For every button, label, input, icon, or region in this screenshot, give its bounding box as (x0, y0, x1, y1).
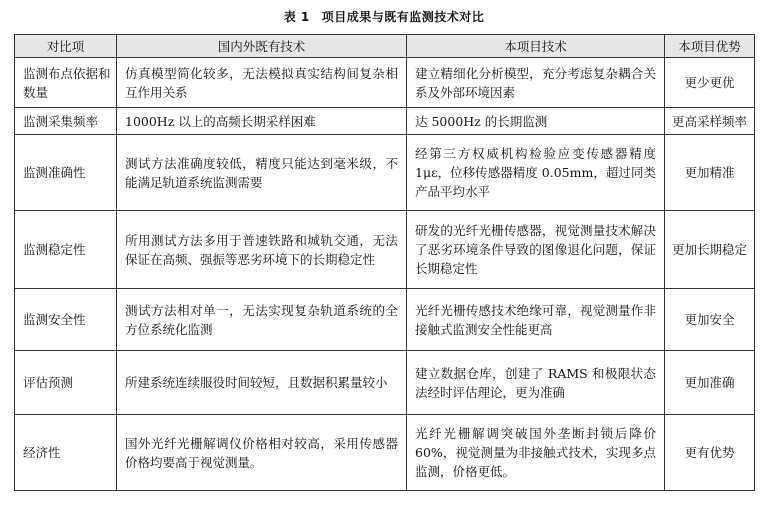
table-title: 项目成果与既有监测技术对比 (321, 10, 485, 24)
cell-domestic: 测试方法准确度较低，精度只能达到毫米级，不能满足轨道系统监测需要 (117, 135, 407, 211)
comparison-table (14, 34, 755, 491)
cell-project: 经第三方权威机构检验应变传感器精度 1με，位移传感器精度 0.05mm，超过同类产品平均水平 (407, 135, 665, 211)
cell-item: 监测采集频率 (15, 108, 117, 135)
cell-project: 光纤光栅解调突破国外垄断封锁后降价 60%，视觉测量为非接触式技术，实现多点监测，价格更低。 (407, 415, 665, 491)
cell-domestic: 1000Hz 以上的高频长期采样困难 (117, 108, 407, 135)
cell-project: 建立精细化分析模型，充分考虑复杂耦合关系及外部环境因素 (407, 58, 665, 108)
cell-item: 监测准确性 (15, 135, 117, 211)
cell-item: 监测稳定性 (15, 211, 117, 289)
cell-advantage: 更加精准 (665, 135, 755, 211)
table-row (15, 351, 755, 415)
cell-advantage: 更高采样频率 (665, 108, 755, 135)
table-number: 表 1 (283, 10, 310, 24)
table-row (15, 135, 755, 211)
cell-domestic: 仿真模型简化较多，无法模拟真实结构间复杂相互作用关系 (117, 58, 407, 108)
header-row (15, 35, 755, 58)
cell-project: 光纤光栅传感技术绝缘可靠，视觉测量作非接触式监测安全性能更高 (407, 289, 665, 351)
table-row (15, 415, 755, 491)
header-project: 本项目技术 (407, 35, 665, 58)
header-item: 对比项 (15, 35, 117, 58)
table-row (15, 211, 755, 289)
cell-project: 建立数据仓库，创建了 RAMS 和极限状态法经时评估理论，更为准确 (407, 351, 665, 415)
cell-advantage: 更加长期稳定 (665, 211, 755, 289)
header-advantage: 本项目优势 (665, 35, 755, 58)
cell-domestic: 国外光纤光栅解调仪价格相对较高，采用传感器价格均要高于视觉测量。 (117, 415, 407, 491)
table-row (15, 58, 755, 108)
cell-advantage: 更加安全 (665, 289, 755, 351)
cell-item: 监测布点依据和数量 (15, 58, 117, 108)
table-caption (0, 8, 768, 25)
cell-domestic: 所用测试方法多用于普速铁路和城轨交通，无法保证在高频、强振等恶劣环境下的长期稳定性 (117, 211, 407, 289)
cell-advantage: 更有优势 (665, 415, 755, 491)
table-row (15, 289, 755, 351)
cell-project: 研发的光纤光栅传感器，视觉测量技术解决了恶劣环境条件导致的图像退化问题，保证长期稳定性 (407, 211, 665, 289)
header-domestic: 国内外既有技术 (117, 35, 407, 58)
table-row (15, 108, 755, 135)
cell-advantage: 更少更优 (665, 58, 755, 108)
cell-advantage: 更加准确 (665, 351, 755, 415)
cell-domestic: 所建系统连续服役时间较短，且数据积累量较小 (117, 351, 407, 415)
cell-project: 达 5000Hz 的长期监测 (407, 108, 665, 135)
cell-item: 监测安全性 (15, 289, 117, 351)
cell-domestic: 测试方法相对单一，无法实现复杂轨道系统的全方位系统化监测 (117, 289, 407, 351)
cell-item: 评估预测 (15, 351, 117, 415)
cell-item: 经济性 (15, 415, 117, 491)
